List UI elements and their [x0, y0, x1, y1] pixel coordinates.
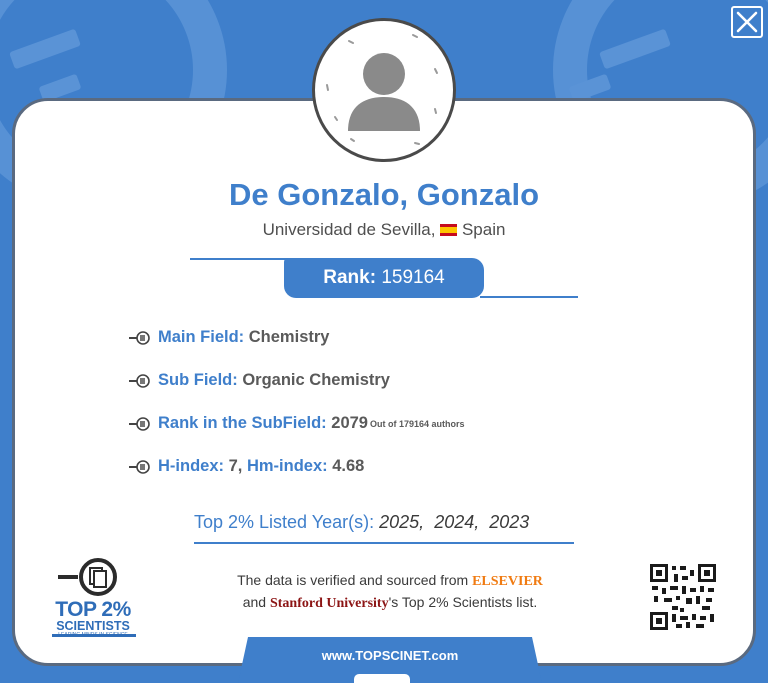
rank-badge [284, 258, 484, 298]
verification-text: 's Top 2% Scientists list. [388, 594, 538, 610]
field-bullet-icon [128, 459, 154, 475]
scientist-name: De Gonzalo, Gonzalo [228, 177, 539, 212]
field-sub [128, 371, 390, 390]
logo-tagline: LEADING MINDS IN SCIENCE [58, 632, 128, 638]
user-silhouette-icon [315, 21, 453, 159]
qr-code-icon[interactable] [650, 564, 716, 630]
affiliation [0, 220, 768, 240]
field-bullet-icon [128, 330, 154, 346]
field-value: Organic Chemistry [242, 371, 390, 389]
verification-text: The data is verified and sourced from [237, 572, 469, 588]
field-note: Out of 179164 authors [370, 418, 465, 429]
footer-url-link[interactable]: www.TOPSCINET.com [321, 648, 459, 663]
field-bullet-icon [128, 416, 154, 432]
logo-top2: TOP 2% [55, 598, 131, 621]
avatar [312, 18, 456, 162]
institution: Universidad de Sevilla, [262, 220, 436, 239]
rank-divider-left [190, 258, 288, 260]
stanford-link[interactable]: Stanford University [269, 596, 389, 611]
listed-years [194, 512, 574, 533]
listed-years-underline [194, 542, 574, 544]
h-index-label: H-index: [158, 457, 224, 475]
field-bullet-icon [128, 373, 154, 389]
rank-label: Rank: [323, 267, 377, 288]
logo-scientists: SCIENTISTS [56, 619, 130, 633]
field-label: Main Field: [158, 328, 245, 346]
field-main [128, 328, 329, 347]
listed-year: 2023 [489, 512, 530, 532]
spain-flag-icon [440, 224, 457, 236]
field-subfield-rank [128, 414, 465, 433]
field-label: Sub Field: [158, 371, 238, 389]
listed-year: 2025, [379, 512, 425, 532]
elsevier-link[interactable]: ELSEVIER [472, 574, 543, 589]
bottom-handle[interactable] [354, 674, 410, 683]
field-value: 2079 [331, 414, 368, 432]
field-indices [128, 457, 364, 476]
rank-value: 159164 [381, 267, 445, 288]
field-value: Chemistry [248, 328, 330, 346]
verification-note [210, 570, 570, 614]
h-index-value: 7, [228, 457, 243, 475]
field-label: Rank in the SubField: [158, 414, 327, 432]
close-icon [733, 8, 761, 36]
verification-text: and [242, 594, 267, 610]
listed-year: 2024, [434, 512, 480, 532]
country: Spain [461, 220, 506, 239]
rank-divider-right [480, 296, 578, 298]
hm-index-label: Hm-index: [246, 457, 328, 475]
listed-years-label: Top 2% Listed Year(s): [194, 512, 375, 532]
hm-index-value: 4.68 [332, 457, 365, 475]
close-button[interactable] [731, 6, 763, 38]
